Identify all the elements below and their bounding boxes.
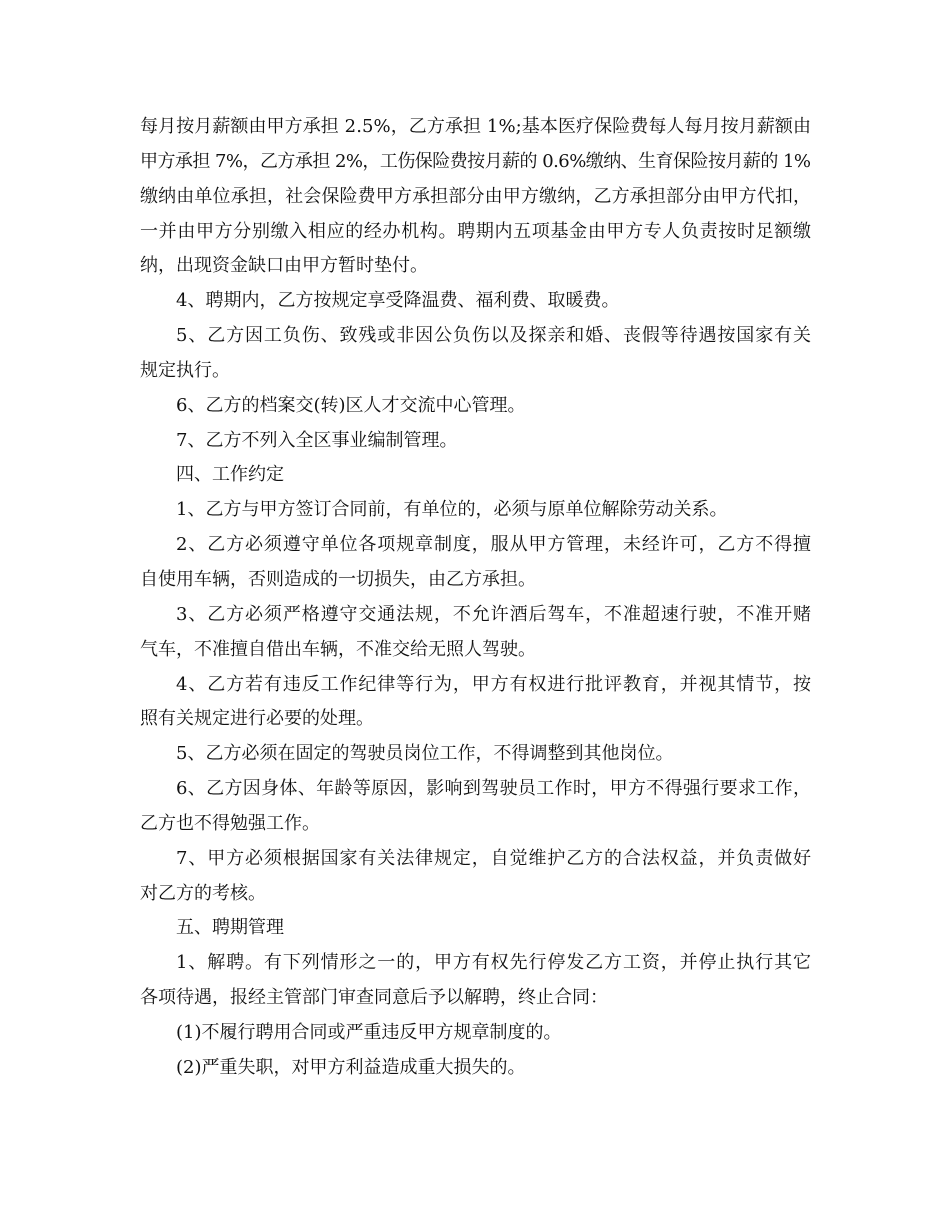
line-text: 甲方承担 7%，乙方承担 2%，工伤保险费按月薪的 0.6%缴纳、生育保险按月薪的 1% (140, 150, 811, 172)
line-text: 4、乙方若有违反工作纪律等行为，甲方有权进行批评教育，并视其情节，按 (176, 673, 812, 695)
line-text: 7、乙方不列入全区事业编制管理。 (176, 429, 458, 451)
line-text: (1)不履行聘用合同或严重违反甲方规章制度的。 (176, 1021, 562, 1043)
paragraph (140, 598, 811, 668)
line-text: 5、乙方因工负伤、致残或非因公负伤以及探亲和婚、丧假等待遇按国家有关 (176, 325, 812, 347)
line-text: 每月按月薪额由甲方承担 2.5%，乙方承担 1%;基本医疗保险费每人每月按月薪额由 (140, 116, 812, 137)
line-text: 4、聘期内，乙方按规定享受降温费、福利费、取暖费。 (176, 290, 620, 312)
line-text: (2)严重失职，对甲方利益造成重大损失的。 (176, 1056, 526, 1078)
text-line (140, 110, 811, 145)
paragraph (140, 389, 811, 424)
document-body (140, 110, 811, 1086)
paragraph (140, 946, 811, 1016)
text-line (140, 180, 811, 215)
line-text: 6、乙方因身体、年龄等原因，影响到驾驶员工作时，甲方不得强行要求工作， (176, 778, 812, 800)
line-text: 一并由甲方分别缴入相应的经办机构。聘期内五项基金由甲方专人负责按时足额缴 (140, 220, 812, 242)
line-text: 5、乙方必须在固定的驾驶员岗位工作，不得调整到其他岗位。 (176, 743, 674, 765)
paragraph (140, 1016, 811, 1051)
text-line (140, 1051, 811, 1086)
text-line (140, 807, 811, 842)
paragraph (140, 772, 811, 842)
paragraph (140, 911, 811, 946)
text-line (140, 319, 811, 354)
text-line (140, 424, 811, 459)
text-line (140, 493, 811, 528)
paragraph (140, 1051, 811, 1086)
line-text: 3、乙方必须严格遵守交通法规，不允许酒后驾车，不准超速行驶，不准开赌 (176, 603, 812, 625)
line-text: 缴纳由单位承担，社会保险费甲方承担部分由甲方缴纳，乙方承担部分由甲方代扣， (140, 185, 812, 207)
text-line (140, 389, 811, 424)
line-text: 7、甲方必须根据国家有关法律规定，自觉维护乙方的合法权益，并负责做好 (176, 847, 812, 869)
text-line (140, 354, 811, 389)
paragraph (140, 528, 811, 598)
line-text: 气车，不准擅自借出车辆，不准交给无照人驾驶。 (140, 638, 536, 660)
line-text: 对乙方的考核。 (140, 882, 266, 904)
text-line (140, 981, 811, 1016)
text-line (140, 911, 811, 946)
text-line (140, 215, 811, 250)
paragraph (140, 110, 811, 284)
paragraph (140, 842, 811, 912)
line-text: 各项待遇，报经主管部门审查同意后予以解聘，终止合同： (140, 987, 608, 1009)
text-line (140, 249, 811, 284)
line-text: 纳，出现资金缺口由甲方暂时垫付。 (140, 255, 428, 277)
text-line (140, 946, 811, 981)
text-line (140, 877, 811, 912)
text-line (140, 458, 811, 493)
line-text: 2、乙方必须遵守单位各项规章制度，服从甲方管理，未经许可，乙方不得擅 (176, 534, 812, 556)
line-text: 规定执行。 (140, 359, 230, 381)
text-line (140, 563, 811, 598)
paragraph (140, 737, 811, 772)
paragraph (140, 493, 811, 528)
text-line (140, 702, 811, 737)
line-text: 自使用车辆，否则造成的一切损失，由乙方承担。 (140, 568, 536, 590)
text-line (140, 633, 811, 668)
text-line (140, 145, 811, 180)
text-line (140, 842, 811, 877)
line-text: 五、聘期管理 (176, 917, 284, 939)
text-line (140, 668, 811, 703)
line-text: 照有关规定进行必要的处理。 (140, 708, 374, 730)
line-text: 四、工作约定 (176, 464, 284, 486)
line-text: 1、解聘。有下列情形之一的，甲方有权先行停发乙方工资，并停止执行其它 (176, 952, 812, 974)
text-line (140, 737, 811, 772)
text-line (140, 284, 811, 319)
text-line (140, 528, 811, 563)
paragraph (140, 284, 811, 319)
paragraph (140, 668, 811, 738)
line-text: 乙方也不得勉强工作。 (140, 812, 320, 834)
text-line (140, 1016, 811, 1051)
text-line (140, 598, 811, 633)
paragraph (140, 424, 811, 459)
line-text: 1、乙方与甲方签订合同前，有单位的，必须与原单位解除劳动关系。 (176, 499, 728, 521)
paragraph (140, 319, 811, 389)
text-line (140, 772, 811, 807)
line-text: 6、乙方的档案交(转)区人才交流中心管理。 (176, 394, 526, 416)
paragraph (140, 458, 811, 493)
